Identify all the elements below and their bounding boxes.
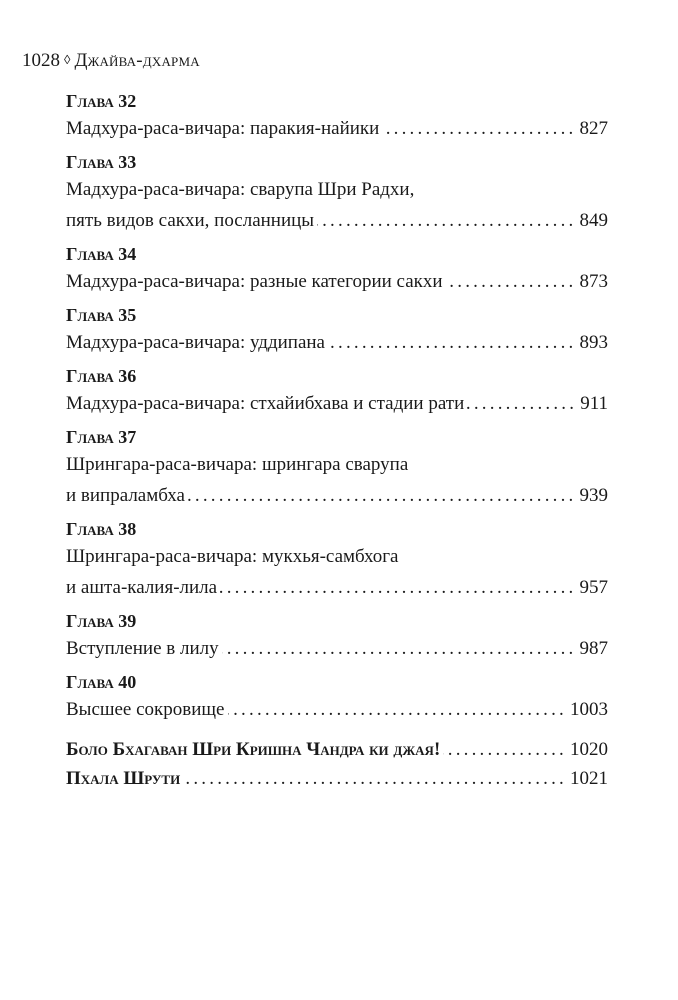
extra-entry-row: [66, 735, 608, 764]
chapter-entry: [66, 633, 608, 664]
toc-chapter: [66, 610, 608, 664]
chapter-entry: [66, 327, 608, 358]
chapter-title-row: [66, 113, 608, 144]
chapter-title-line: Мадхура-раса-вичара: сварупа Шри Радхи,: [66, 179, 415, 200]
chapter-title-text: Мадхура-раса-вичара: уддипана: [66, 332, 325, 353]
extra-entry-text: Пхала Шрути: [66, 768, 181, 789]
chapter-label: Глава 34: [66, 244, 137, 264]
running-head: [22, 48, 200, 73]
toc-chapter: [66, 90, 608, 144]
toc-chapter: [66, 671, 608, 725]
chapter-label: Глава 36: [66, 366, 137, 386]
chapter-label: Глава 38: [66, 519, 137, 539]
chapter-title-row: [66, 266, 608, 297]
page-ref: 873: [579, 271, 608, 292]
toc-chapter: [66, 151, 608, 236]
dot-leader: [443, 735, 567, 764]
chapter-title-row: [66, 633, 608, 664]
page-ref: 1020: [570, 739, 608, 760]
dot-leader: [228, 694, 568, 725]
toc-chapter: [66, 304, 608, 358]
page-ref: 957: [579, 577, 608, 598]
chapter-label: Глава 39: [66, 611, 137, 631]
chapter-title-text: Высшее сокровище: [66, 699, 225, 720]
toc-chapter: [66, 426, 608, 511]
toc-chapter: [66, 243, 608, 297]
page-ref: 893: [579, 332, 608, 353]
chapter-entry: [66, 266, 608, 297]
dot-leader: [446, 266, 577, 297]
chapter-title-row: [66, 572, 608, 603]
book-title: Джайва-дхарма: [74, 50, 200, 71]
dot-leader: [188, 480, 577, 511]
toc-chapter: [66, 365, 608, 419]
page-number: 1028: [22, 50, 60, 71]
chapter-title-row: [66, 480, 608, 511]
chapter-entry: [66, 694, 608, 725]
page-ref: 1003: [570, 699, 608, 720]
chapter-title-text: Вступление в лилу: [66, 638, 219, 659]
chapter-title-text: и ашта-калия-лила: [66, 577, 218, 598]
chapter-title-text: Мадхура-раса-вичара: разные категории сакхи: [66, 271, 443, 292]
chapter-label: Глава 40: [66, 672, 137, 692]
chapter-title-row: [66, 327, 608, 358]
chapter-entry: [66, 541, 608, 603]
chapter-entry: [66, 388, 608, 419]
dot-leader: [220, 572, 576, 603]
chapter-label: Глава 35: [66, 305, 137, 325]
toc-extras: [66, 735, 608, 793]
page-ref: 1021: [570, 768, 608, 789]
chapter-entry: [66, 113, 608, 144]
chapter-title-line: Шрингара-раса-вичара: шрингара сварупа: [66, 454, 409, 475]
chapter-title-text: и випраламбха: [66, 485, 185, 506]
dot-leader: [222, 633, 577, 664]
dot-leader: [317, 205, 576, 236]
dot-leader: [467, 388, 577, 419]
extra-entry-row: [66, 764, 608, 793]
page-ref: 939: [579, 485, 608, 506]
chapter-title-line: Шрингара-раса-вичара: мукхья-самбхога: [66, 546, 399, 567]
chapter-entry: [66, 449, 608, 511]
chapter-title-text: Мадхура-раса-вичара: стхайибхава и стадии рати: [66, 393, 465, 414]
chapter-entry: [66, 174, 608, 236]
chapter-label: Глава 37: [66, 427, 137, 447]
table-of-contents: [66, 90, 608, 793]
toc-chapter: [66, 518, 608, 603]
page-ref: 987: [579, 638, 608, 659]
chapter-title-row: [66, 694, 608, 725]
chapter-title-text: Мадхура-раса-вичара: паракия-найики: [66, 118, 380, 139]
dot-leader: [183, 764, 567, 793]
page-ref: 849: [579, 210, 608, 231]
page-ref: 911: [580, 393, 608, 414]
dot-leader: [382, 113, 576, 144]
chapter-label: Глава 33: [66, 152, 137, 172]
dot-leader: [328, 327, 577, 358]
diamond-separator-icon: ◊: [64, 52, 71, 67]
chapter-title-row: [66, 205, 608, 236]
page-ref: 827: [579, 118, 608, 139]
chapter-title-row: [66, 388, 608, 419]
chapter-title-text: пять видов сакхи, посланницы: [66, 210, 315, 231]
extra-entry-text: Боло Бхагаван Шри Кришна Чандра ки джая!: [66, 739, 441, 760]
chapter-label: Глава 32: [66, 91, 137, 111]
